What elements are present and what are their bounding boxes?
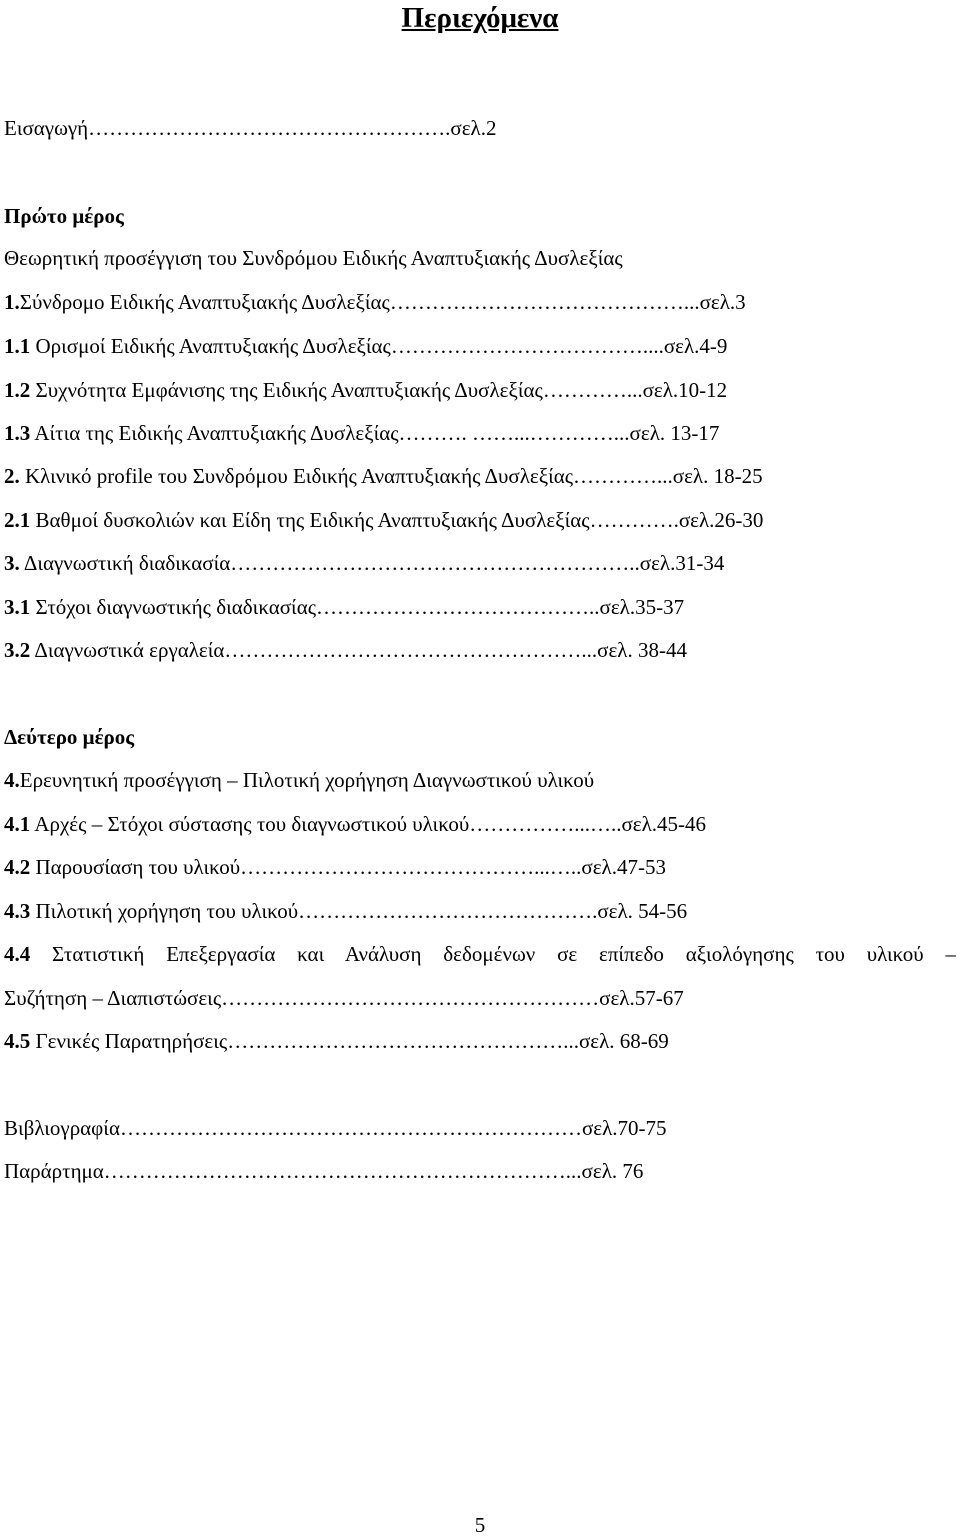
toc-entry-number: 1. (4, 290, 20, 314)
toc-entry-number: 4.2 (4, 855, 31, 879)
toc-entry-3 (4, 550, 724, 576)
toc-entry-text: Αρχές – Στόχοι σύστασης του διαγνωστικού υλικού……………...…..σελ.45-46 (30, 812, 707, 836)
toc-entry-text: Ερευνητική προσέγγιση – Πιλοτική χορήγηση Διαγνωστικού υλικού (19, 768, 595, 792)
toc-entry-number: 4. (4, 768, 20, 792)
toc-entry-number: 2. (4, 464, 20, 488)
toc-entry-text: Κλινικό profile του Συνδρόμου Ειδικής Αναπτυξιακής Δυσλεξίας…………...σελ. 18-25 (19, 464, 763, 488)
toc-entry-text: Συχνότητα Εμφάνισης της Ειδικής Αναπτυξιακής Δυσλεξίας…………...σελ.10-12 (30, 378, 728, 402)
section-heading-part-two: Δεύτερο μέρος (4, 725, 135, 749)
section-heading-part-one: Πρώτο μέρος (4, 204, 124, 228)
toc-entry-number: 2.1 (4, 508, 31, 532)
toc-entry-3-2 (4, 637, 687, 663)
toc-entry-4 (4, 767, 594, 793)
toc-entry-number: 4.4 (4, 942, 31, 966)
toc-entry-4-4 (4, 941, 956, 967)
toc-entry-1-2 (4, 377, 727, 403)
toc-entry-number: 3. (4, 551, 20, 575)
toc-entry-text: Διαγνωστική διαδικασία…………………………………………………..σελ.31-34 (19, 551, 725, 575)
toc-entry-text: Σύνδρομο Ειδικής Αναπτυξιακής Δυσλεξίας……………………………………...σελ.3 (19, 290, 746, 314)
toc-entry-text: Γενικές Παρατηρήσεις…………………………………………...σελ. 68-69 (30, 1029, 669, 1053)
toc-entry-text: Αίτια της Ειδικής Αναπτυξιακής Δυσλεξίας………. ……...…………...σελ. 13-17 (30, 421, 720, 445)
toc-entry-number: 1.3 (4, 421, 31, 445)
toc-entry-number: 1.1 (4, 334, 31, 358)
toc-entry-4-2 (4, 854, 666, 880)
toc-entry-text: Βαθμοί δυσκολιών και Είδη της Ειδικής Αναπτυξιακής Δυσλεξίας………….σελ.26-30 (30, 508, 764, 532)
page-number: 5 (474, 1513, 486, 1537)
toc-entry-2 (4, 463, 763, 489)
toc-entry-1 (4, 289, 746, 315)
toc-entry-text: Παρουσίαση του υλικού……………………………………...…..σελ.47-53 (30, 855, 666, 879)
toc-entry-number: 3.1 (4, 595, 31, 619)
toc-entry-4-1 (4, 811, 706, 837)
toc-entry-text: Ορισμοί Ειδικής Αναπτυξιακής Δυσλεξίας………………………………....σελ.4-9 (30, 334, 728, 358)
toc-entry-3-1 (4, 594, 684, 620)
toc-entry-4-3 (4, 898, 687, 924)
toc-entry-appendix: Παράρτημα…………………………………………………………...σελ. 76 (4, 1159, 644, 1183)
toc-entry-4-4-continued: Συζήτηση – Διαπιστώσεις………………………………………………σελ.57-67 (4, 986, 684, 1010)
toc-entry-number: 1.2 (4, 378, 31, 402)
toc-entry-1-1 (4, 333, 727, 359)
toc-entry-text: Διαγνωστικά εργαλεία……………………………………………...σελ. 38-44 (30, 638, 687, 662)
toc-entry-2-1 (4, 507, 763, 533)
toc-entry-bibliography: Βιβλιογραφία…………………………………………………………σελ.70-75 (4, 1116, 667, 1140)
toc-entry-number: 4.1 (4, 812, 31, 836)
page-title: Περιεχόμενα (401, 2, 559, 34)
toc-entry-number: 3.2 (4, 638, 31, 662)
toc-entry-text: Πιλοτική χορήγηση του υλικού…………………………………….σελ. 54-56 (30, 899, 688, 923)
toc-entry-text: Στόχοι διαγνωστικής διαδικασίας…………………………………..σελ.35-37 (30, 595, 685, 619)
section-subtitle-part-one: Θεωρητική προσέγγιση του Συνδρόμου Ειδικής Αναπτυξιακής Δυσλεξίας (4, 246, 623, 270)
toc-entry-number: 4.3 (4, 899, 31, 923)
toc-entry-4-5 (4, 1028, 669, 1054)
toc-entry-1-3 (4, 420, 719, 446)
toc-entry-number: 4.5 (4, 1029, 31, 1053)
toc-entry-introduction: Εισαγωγή…………………………………………….σελ.2 (4, 116, 497, 140)
toc-entry-text: Στατιστική Επεξεργασία και Ανάλυση δεδομένων σε επίπεδο αξιολόγησης του υλικού – (30, 942, 956, 966)
